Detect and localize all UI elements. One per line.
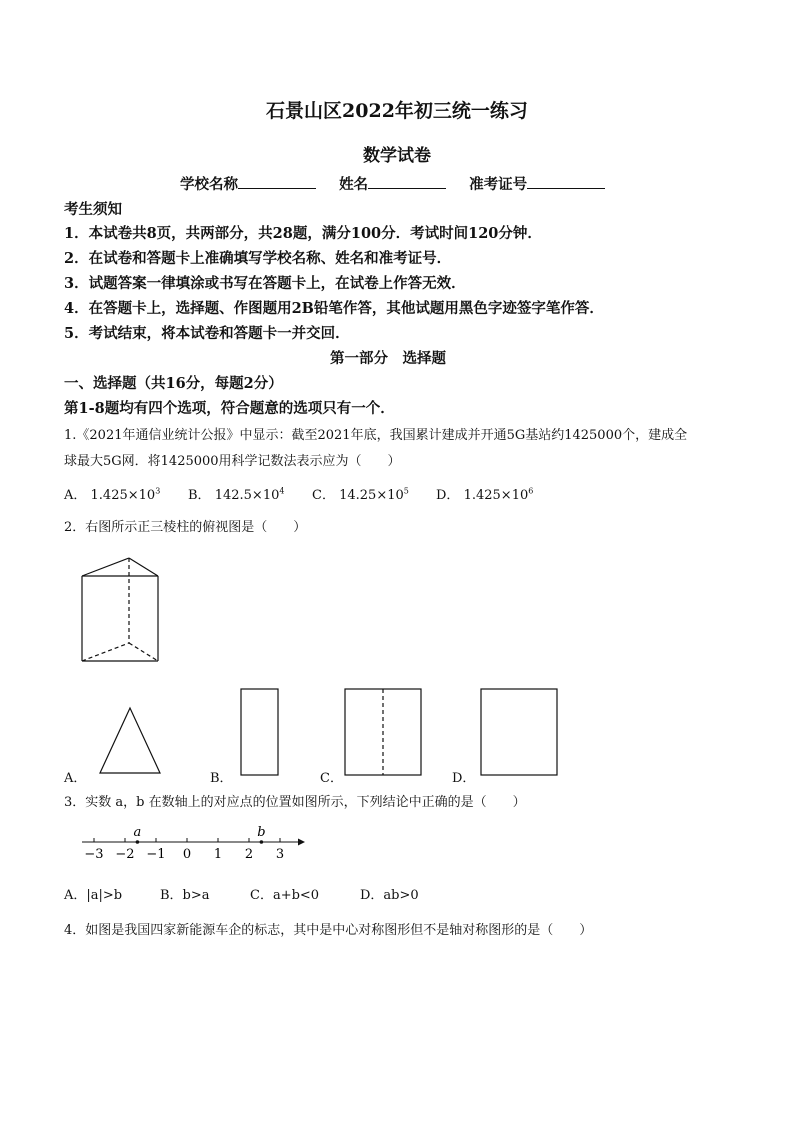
number-line-tick-label: 2 <box>244 847 254 862</box>
q1-option-c[interactable] <box>312 484 409 503</box>
school-name-blank[interactable] <box>238 174 316 189</box>
q3-option-c[interactable]: C．a+b<0 <box>250 888 320 903</box>
notice-item: 2．在试卷和答题卡上准确填写学校名称、姓名和准考证号． <box>64 250 452 267</box>
q2-text: 2．右图所示正三棱柱的俯视图是（ ） <box>64 520 307 535</box>
q1-text-line1: 1.《2021年通信业统计公报》中显示：截至2021年底，我国累计建成并开通5G基站约1425000个，建成全 <box>64 428 688 443</box>
q2-option-d-label[interactable]: D． <box>452 771 476 786</box>
option-times: ×10 <box>127 488 156 503</box>
option-exponent: 6 <box>528 486 534 496</box>
option-times: ×10 <box>251 488 280 503</box>
number-line-point-label-a: a <box>133 825 142 840</box>
part-heading: 第一部分 选择题 <box>330 350 446 367</box>
q2-option-b-rectangle[interactable] <box>240 688 280 778</box>
number-line-point-b <box>260 840 264 844</box>
exam-id-label: 准考证号 <box>469 176 528 193</box>
option-label: A． <box>64 488 87 503</box>
option-exponent: 4 <box>279 486 285 496</box>
notice-heading: 考生须知 <box>64 201 122 218</box>
q3-option-a[interactable]: A．|a|>b <box>64 888 123 903</box>
q3-text: 3．实数 a，b 在数轴上的对应点的位置如图所示，下列结论中正确的是（ ） <box>64 795 526 810</box>
number-line-tick-label: −2 <box>115 847 135 862</box>
section-instruction: 第1-8题均有四个选项，符合题意的选项只有一个． <box>64 400 395 417</box>
number-line-point-a <box>136 840 140 844</box>
exam-title: 石景山区2022年初三统一练习 <box>266 100 528 122</box>
number-line-tick-label: 3 <box>275 847 285 862</box>
q2-option-a-label[interactable]: A． <box>64 771 87 786</box>
q1-text-line2: 球最大5G网．将1425000用科学记数法表示应为（ ） <box>64 454 401 469</box>
q2-option-c-label[interactable]: C． <box>320 771 343 786</box>
option-exponent: 5 <box>403 486 409 496</box>
number-line-tick-label: −3 <box>84 847 104 862</box>
option-times: ×10 <box>500 488 529 503</box>
notice-item: 3．试题答案一律填涂或书写在答题卡上，在试卷上作答无效． <box>64 275 466 292</box>
q2-option-d-square[interactable] <box>480 688 560 778</box>
q2-option-a-triangle[interactable] <box>97 705 163 777</box>
q1-option-d[interactable] <box>436 484 533 503</box>
school-name-label: 学校名称 <box>180 176 238 193</box>
number-line-point-label-b: b <box>257 825 266 840</box>
q3-option-b[interactable]: B．b>a <box>160 888 210 903</box>
q1-option-a[interactable] <box>64 484 160 503</box>
q1-option-b[interactable] <box>188 484 284 503</box>
notice-item: 4．在答题卡上，选择题、作图题用2B铅笔作答，其他试题用黑色字迹签字笔作答． <box>64 300 604 317</box>
q4-text: 4．如图是我国四家新能源车企的标志，其中是中心对称图形但不是轴对称图形的是（ ） <box>64 923 593 938</box>
student-name-label: 姓名 <box>339 176 369 193</box>
exam-subtitle: 数学试卷 <box>363 146 431 166</box>
option-label: B． <box>188 488 211 503</box>
triangular-prism-figure <box>70 550 170 670</box>
option-mantissa: 1.425 <box>90 488 128 503</box>
option-label: C． <box>312 488 335 503</box>
q3-option-d[interactable]: D．ab>0 <box>360 888 419 903</box>
option-mantissa: 1.425 <box>463 488 501 503</box>
number-line-figure <box>70 820 310 865</box>
q2-option-b-label[interactable]: B． <box>210 771 233 786</box>
number-line-tick-label: 0 <box>182 847 192 862</box>
number-line-tick-label: 1 <box>213 847 223 862</box>
student-name-blank[interactable] <box>368 174 446 189</box>
option-label: D． <box>436 488 460 503</box>
notice-item: 1．本试卷共8页，共两部分，共28题，满分100分．考试时间120分钟． <box>64 225 542 242</box>
student-info-line <box>180 173 605 194</box>
q2-option-c-rectangle-dashed[interactable] <box>344 688 424 778</box>
option-mantissa: 142.5 <box>214 488 252 503</box>
option-exponent: 3 <box>155 486 161 496</box>
number-line-tick-label: −1 <box>146 847 166 862</box>
section-heading: 一、选择题（共16分，每题2分） <box>64 375 283 392</box>
notice-item: 5．考试结束，将本试卷和答题卡一并交回． <box>64 325 350 342</box>
option-times: ×10 <box>376 488 404 503</box>
option-mantissa: 14.25 <box>339 488 377 503</box>
number-line-arrow <box>298 839 305 846</box>
exam-id-blank[interactable] <box>527 174 605 189</box>
